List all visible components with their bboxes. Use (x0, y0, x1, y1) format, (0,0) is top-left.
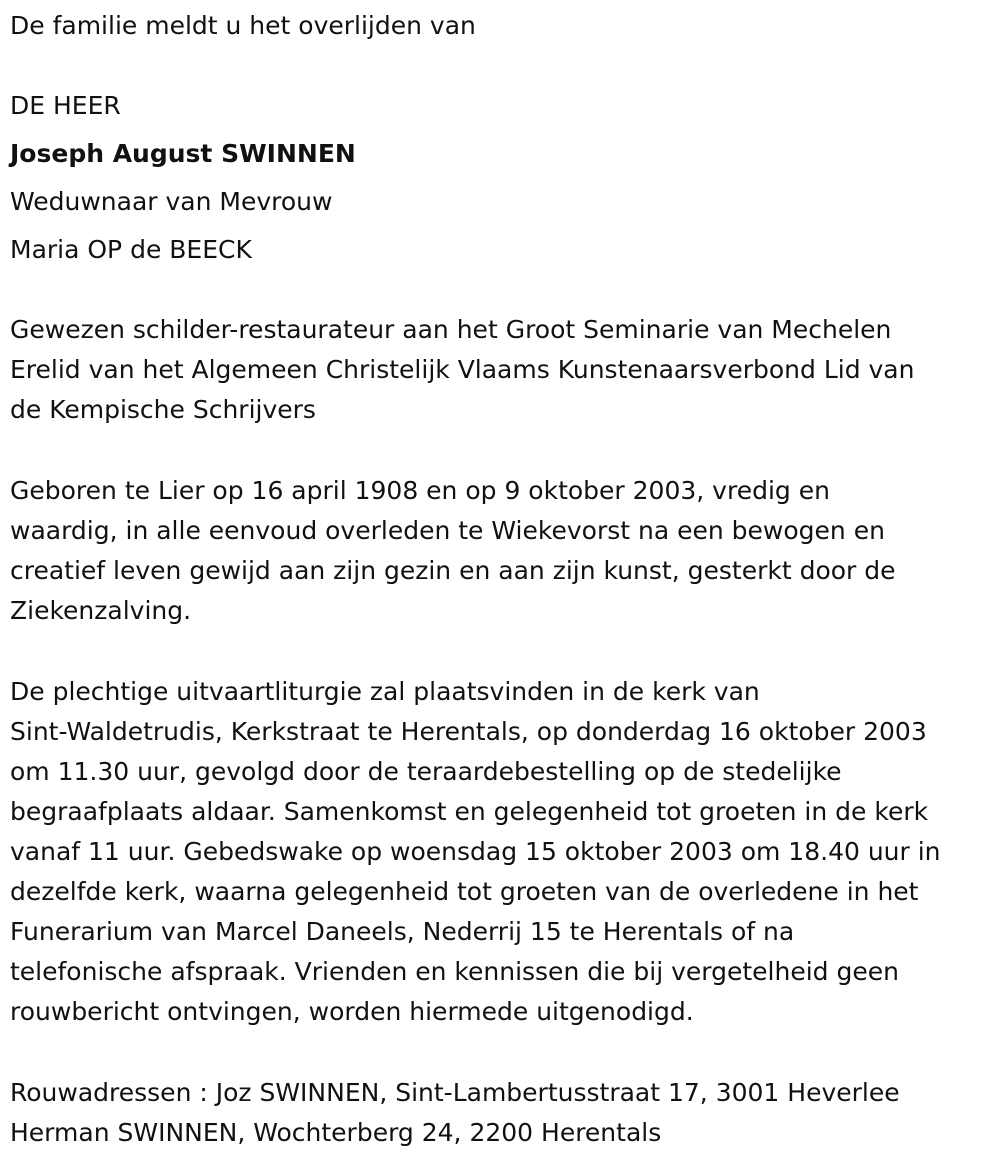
birth-death-line: Ziekenzalving. (10, 596, 192, 625)
funeral-line: telefonische afspraak. Vrienden en kennissen die bij vergetelheid geen (10, 957, 899, 986)
birth-death-line: creatief leven gewijd aan zijn gezin en aan zijn kunst, gesterkt door de (10, 556, 896, 585)
birth-death-line: waardig, in alle eenvoud overleden te Wiekevorst na een bewogen en (10, 516, 885, 545)
spacer (10, 46, 990, 86)
spacer (10, 174, 990, 182)
career-line: Erelid van het Algemeen Christelijk Vlaams Kunstenaarsverbond Lid van (10, 355, 915, 384)
intro-text: De familie meldt u het overlijden van (10, 11, 476, 40)
career-paragraph (10, 310, 990, 430)
birth-death-line: Geboren te Lier op 16 april 1908 en op 9 oktober 2003, vredig en (10, 476, 830, 505)
funeral-line: om 11.30 uur, gevolgd door de teraardebestelling op de stedelijke (10, 757, 842, 786)
career-line: Gewezen schilder-restaurateur aan het Groot Seminarie van Mechelen (10, 315, 892, 344)
spacer (10, 222, 990, 230)
address-line: Rouwadressen : Joz SWINNEN, Sint-Lambertusstraat 17, 3001 Heverlee (10, 1078, 900, 1107)
funeral-line: Funerarium van Marcel Daneels, Nederrij 15 te Herentals of na (10, 917, 795, 946)
funeral-line: begraafplaats aldaar. Samenkomst en gelegenheid tot groeten in de kerk (10, 797, 929, 826)
spacer (10, 126, 990, 134)
funeral-line: vanaf 11 uur. Gebedswake op woensdag 15 oktober 2003 om 18.40 uur in (10, 837, 941, 866)
addresses-paragraph (10, 1073, 990, 1153)
spacer (10, 1032, 990, 1073)
honorific: DE HEER (10, 91, 121, 120)
funeral-line: De plechtige uitvaartliturgie zal plaatsvinden in de kerk van (10, 677, 760, 706)
spacer (10, 270, 990, 310)
funeral-paragraph (10, 672, 990, 1032)
address-line: Herman SWINNEN, Wochterberg 24, 2200 Herentals (10, 1118, 662, 1147)
widower-line-1: Weduwnaar van Mevrouw (10, 187, 333, 216)
widower-line-2: Maria OP de BEECK (10, 235, 252, 264)
birth-death-paragraph (10, 471, 990, 631)
spacer (10, 430, 990, 471)
career-line: de Kempische Schrijvers (10, 395, 316, 424)
funeral-line: rouwbericht ontvingen, worden hiermede uitgenodigd. (10, 997, 694, 1026)
spacer (10, 631, 990, 672)
funeral-line: dezelfde kerk, waarna gelegenheid tot groeten van de overledene in het (10, 877, 919, 906)
deceased-name: Joseph August SWINNEN (10, 139, 356, 168)
funeral-line: Sint-Waldetrudis, Kerkstraat te Herentals, op donderdag 16 oktober 2003 (10, 717, 927, 746)
